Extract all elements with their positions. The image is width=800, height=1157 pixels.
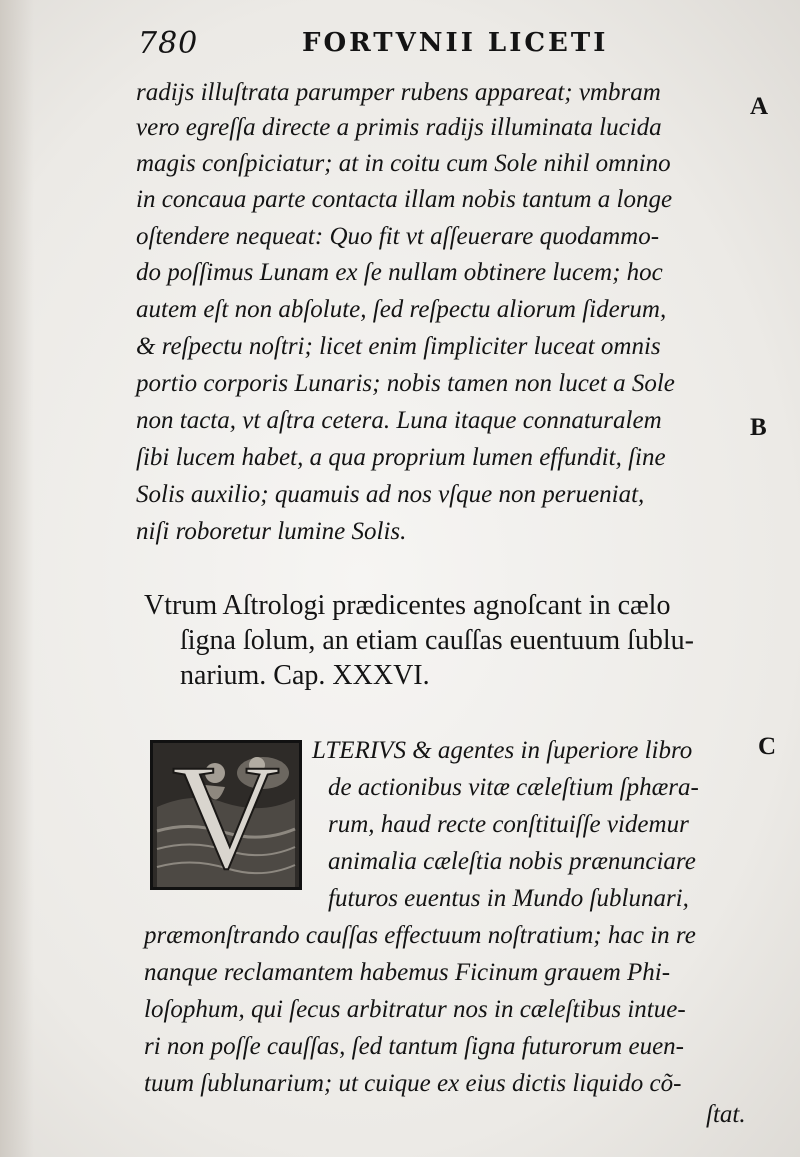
text-line: LTERIVS & agentes in ſuperiore libro [312, 737, 693, 764]
text-line: ri non poſſe cauſſas, ſed tantum ſigna futurorum euen- [144, 1033, 685, 1060]
text-line: portio corporis Lunaris; nobis tamen non lucet a Sole [136, 370, 675, 397]
text-line: rum, haud recte conſtituiſſe videmur [328, 811, 689, 838]
page-number: 780 [138, 26, 199, 61]
text-line: magis conſpiciatur; at in coitu cum Sole nihil omnino [136, 150, 671, 177]
woodcut-illustration-icon [153, 743, 299, 887]
text-line: oſtendere nequeat: Quo fit vt aſſeuerare quodammo- [136, 223, 660, 250]
text-line: radijs illuſtrata parumper rubens appareat; vmbram [136, 79, 661, 106]
text-line: vero egreſſa directe a primis radijs illuminata lucida [136, 114, 662, 141]
text-line: & reſpectu noſtri; licet enim ſimpliciter luceat omnis [136, 333, 661, 360]
page-gutter-shadow [0, 0, 34, 1157]
text-line: ſtat. [706, 1101, 746, 1128]
chapter-heading-line: Vtrum Aſtrologi prædicentes agnoſcant in cælo [144, 590, 671, 621]
margin-marker-b: B [750, 414, 767, 441]
text-line: præmonſtrando cauſſas effectuum noſtratium; hac in re [144, 922, 696, 949]
margin-marker-a: A [750, 93, 769, 120]
page-header [138, 26, 748, 70]
text-line: in concaua parte contacta illam nobis tantum a longe [136, 186, 673, 213]
text-line: tuum ſublunarium; ut cuique ex eius dictis liquido cõ- [144, 1070, 682, 1097]
text-line: non tacta, vt aſtra cetera. Luna itaque connaturalem [136, 407, 662, 434]
text-line: futuros euentus in Mundo ſublunari, [328, 885, 689, 912]
text-line: ſibi lucem habet, a qua proprium lumen effundit, ſine [136, 444, 666, 471]
text-line: loſophum, qui ſecus arbitratur nos in cæleſtibus intue- [144, 996, 686, 1023]
dropcap-letter: V [171, 743, 281, 887]
margin-marker-c: C [758, 733, 777, 760]
text-line: Solis auxilio; quamuis ad nos vſque non perueniat, [136, 481, 645, 508]
text-line: autem eſt non abſolute, ſed reſpectu aliorum ſiderum, [136, 296, 667, 323]
decorated-initial [150, 740, 302, 890]
text-line: niſi roboretur lumine Solis. [136, 518, 407, 545]
chapter-heading-line: narium. Cap. XXXVI. [180, 660, 430, 691]
running-head: FORTVNII LICETI [302, 28, 609, 58]
text-line: de actionibus vitæ cæleſtium ſphæra- [328, 774, 699, 801]
text-line: do poſſimus Lunam ex ſe nullam obtinere lucem; hoc [136, 259, 663, 286]
chapter-heading-line: ſigna ſolum, an etiam cauſſas euentuum ſublu- [180, 625, 694, 656]
text-line: animalia cæleſtia nobis prænunciare [328, 848, 696, 875]
text-line: nanque reclamantem habemus Ficinum grauem Phi- [144, 959, 671, 986]
